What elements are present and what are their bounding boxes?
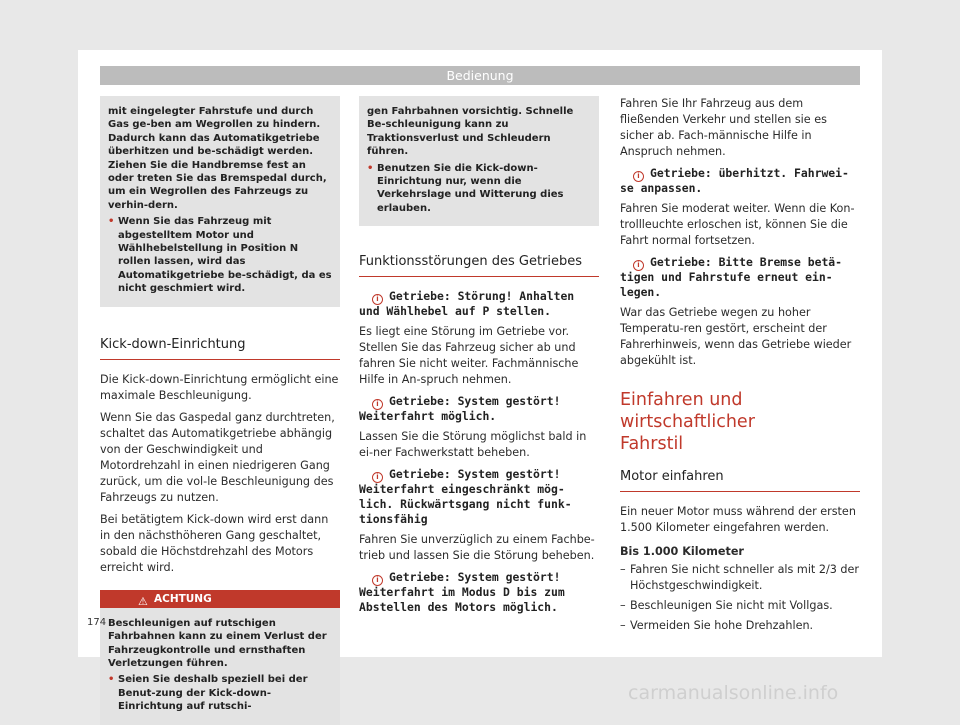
box-bullet-text: Wenn Sie das Fahrzeug mit abgestelltem Motor und Wählhebelstellung in Position N rollen lassen, wird das Automatikgetriebe be-schädigt, da es nicht geschmiert wird. [118, 216, 332, 295]
message-line: Getriebe: überhitzt. Fahrwei- [650, 166, 849, 180]
paragraph: Wenn Sie das Gaspedal ganz durchtreten, schaltet das Automatikgetriebe abhängig von der Geschwindigkeit und Motordrehzahl in einen niedrigeren Gang zurück, um die vol-le Beschleunigung des Fahrzeugs zu nutzen. [100, 410, 335, 504]
paragraph: Fahren Sie moderat weiter. Wenn die Kon-trollleuchte erloschen ist, können Sie die Fahrt normal fortsetzen. [620, 202, 855, 247]
message-line: lich. Rückwärtsgang nicht funk- [359, 497, 572, 512]
page-header: Bedienung [100, 66, 860, 85]
paragraph: Bei betätigtem Kick-down wird erst dann in den nächsthöheren Gang geschaltet, sobald die Höchstdrehzahl des Motors erreicht wird. [100, 512, 329, 574]
message-line: se anpassen. [620, 181, 703, 195]
dash-marker: – [620, 619, 626, 632]
box-text: mit eingelegter Fahrstufe und durch Gas ge-ben am Wegrollen zu hindern. Dadurch kann das Automatikgetriebe überhitzen und be-schädigt werden. Ziehen Sie die Handbremse fest an oder treten Sie das Bremspedal durch, um ein Wegrollen des Fahrzeugs zu verhin-dern. [108, 106, 327, 211]
message-line: tigen und Fahrstufe erneut ein- [620, 270, 833, 284]
warning-bullet-text: Seien Sie deshalb speziell bei der Benut-zung der Kick-down-Einrichtung auf rutschi- [118, 674, 308, 713]
column-1 [100, 96, 340, 725]
list-item [620, 598, 860, 614]
message-line: tionsfähig [359, 512, 428, 527]
paragraph: Die Kick-down-Einrichtung ermöglicht eine maximale Beschleunigung. [100, 372, 339, 402]
page-number: 174 [87, 617, 107, 628]
list-item-text: Fahren Sie nicht schneller als mit 2/3 der Höchstgeschwindigkeit. [630, 563, 860, 592]
info-icon: i [633, 260, 644, 271]
dash-marker: – [620, 563, 626, 576]
info-icon: i [372, 472, 383, 483]
message-line: Getriebe: System gestört! [389, 467, 561, 482]
info-icon: i [372, 399, 383, 410]
message-line: Abstellen des Motors möglich. [359, 600, 558, 615]
warning-bullet [108, 673, 332, 713]
message-line: Getriebe: Störung! Anhalten [389, 289, 575, 304]
info-icon: i [372, 294, 383, 305]
watermark: carmanualsonline.info [628, 682, 839, 704]
list-item [620, 562, 860, 594]
info-icon: i [633, 171, 644, 182]
message-line: Weiterfahrt im Modus D bis zum [359, 585, 565, 600]
warning-header [100, 590, 340, 608]
box-bullet [108, 215, 332, 295]
paragraph: Es liegt eine Störung im Getriebe vor. Stellen Sie das Fahrzeug sicher ab und fahren Sie nicht weiter. Fachmännische Hilfe in An-spruch nehmen. [359, 325, 579, 387]
paragraph: Ein neuer Motor muss während der ersten 1.500 Kilometer eingefahren werden. [620, 505, 856, 534]
bullet-icon: • [367, 162, 374, 174]
dash-marker: – [620, 599, 626, 612]
message-line: und Wählhebel auf P stellen. [359, 304, 552, 319]
warning-box [100, 608, 340, 725]
box-text: gen Fahrbahnen vorsichtig. Schnelle Be-schleunigung kann zu Traktionsverlust und Schleudern führen. [367, 106, 574, 158]
section-title-malfunctions: Funktionsstörungen des Getriebes [359, 254, 599, 277]
paragraph: Lassen Sie die Störung möglichst bald in ei-ner Fachwerkstatt beheben. [359, 430, 587, 460]
warning-continuation-box [100, 96, 340, 307]
info-icon: i [372, 575, 383, 586]
message-2 [359, 394, 599, 424]
paragraph: Fahren Sie unverzüglich zu einem Fachbe-trieb und lassen Sie die Störung beheben. [359, 533, 595, 563]
warning-triangle-icon: ⚠ [138, 594, 148, 608]
chapter-title [620, 389, 860, 455]
box-bullet [367, 162, 591, 216]
message-line: legen. [620, 285, 662, 299]
message-4 [359, 570, 599, 615]
warning-continuation-box [359, 96, 599, 226]
message-line: Weiterfahrt eingeschränkt mög- [359, 482, 565, 497]
message-1 [359, 289, 599, 319]
bold-label: Bis 1.000 Kilometer [620, 545, 744, 558]
paragraph: Fahren Sie Ihr Fahrzeug aus dem fließenden Verkehr und stellen sie es sicher ab. Fach-männische Hilfe in Anspruch nehmen. [620, 97, 827, 158]
paragraph: War das Getriebe wegen zu hoher Temperatu-ren gestört, erscheint der Fahrerhinweis, wenn das Getriebe wieder abgekühlt ist. [620, 306, 852, 367]
message-line: Getriebe: System gestört! [389, 394, 561, 409]
message-line: Getriebe: System gestört! [389, 570, 561, 585]
chapter-title-line: Einfahren und wirtschaftlicher [620, 390, 755, 432]
bullet-icon: • [108, 674, 115, 686]
bullet-icon: • [108, 216, 115, 228]
column-3 [620, 96, 860, 638]
list-item-text: Beschleunigen Sie nicht mit Vollgas. [630, 599, 833, 612]
message-3 [359, 467, 599, 527]
message-6 [620, 255, 860, 300]
chapter-title-line: Fahrstil [620, 434, 684, 454]
message-line: Weiterfahrt möglich. [359, 409, 497, 424]
message-line: Getriebe: Bitte Bremse betä- [650, 255, 843, 269]
warning-label: ACHTUNG [154, 592, 212, 605]
warning-text: Beschleunigen auf rutschigen Fahrbahnen kann zu einem Verlust der Fahrzeugkontrolle und ernsthaften Verletzungen führen. [108, 617, 327, 669]
message-5 [620, 166, 860, 196]
section-title-break-in: Motor einfahren [620, 469, 860, 492]
list-item [620, 618, 860, 634]
section-title-kickdown: Kick-down-Einrichtung [100, 337, 340, 360]
column-2 [359, 96, 599, 620]
list-item-text: Vermeiden Sie hohe Drehzahlen. [630, 619, 814, 632]
box-bullet-text: Benutzen Sie die Kick-down-Einrichtung nur, wenn die Verkehrslage und Witterung dies erlauben. [377, 162, 564, 214]
